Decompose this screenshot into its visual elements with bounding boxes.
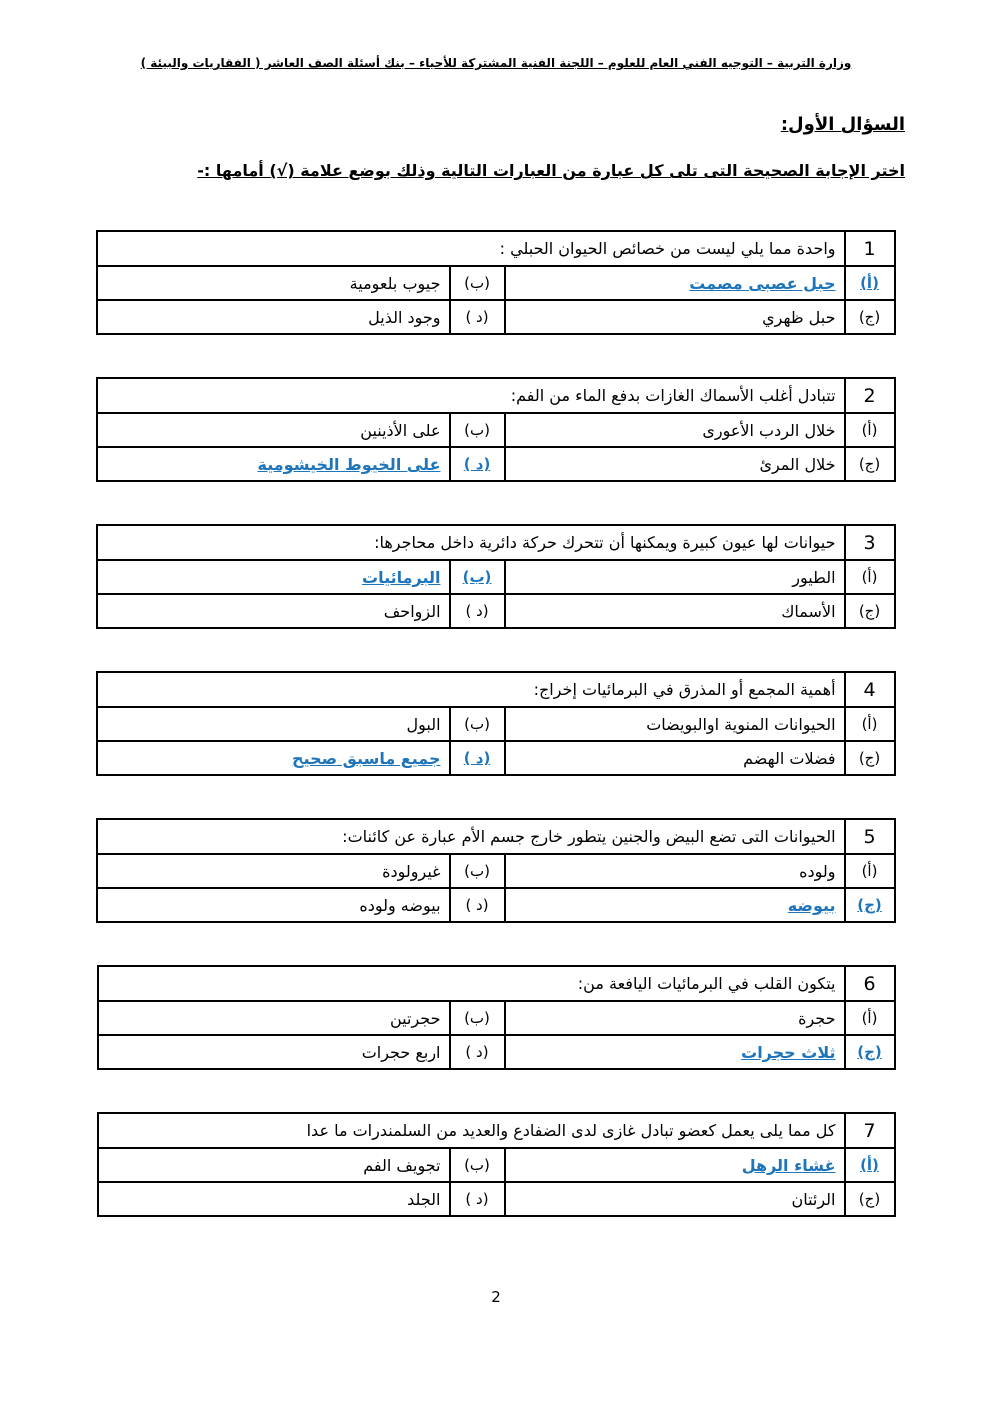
question-header-row <box>97 525 894 560</box>
question-table-6 <box>97 965 896 1070</box>
question-text: أهمية المجمع أو المذرق في البرمائيات إخراج: <box>97 672 844 707</box>
question-table-4 <box>96 671 895 776</box>
option-letter-b: (ب) <box>450 1001 505 1035</box>
option-text-d: الزواحف <box>97 594 449 628</box>
question-number: 7 <box>845 1113 895 1148</box>
document-header: وزارة التربية – التوجيه الفني العام للعلوم – اللجنة الفنية المشتركة للأحياء – بنك أسئلة الصف العاشر ( الفقاريات والبيئة ) <box>140 56 852 70</box>
question-header-row <box>98 966 895 1001</box>
option-letter-b: (ب) <box>450 266 505 300</box>
option-letter-a: (أ) <box>845 266 895 300</box>
option-text-a: خلال الردب الأعورى <box>505 413 845 447</box>
options-row <box>97 594 894 628</box>
options-row <box>98 1148 895 1182</box>
option-letter-d: (د ) <box>450 594 505 628</box>
options-row <box>98 1182 895 1216</box>
question-table-5 <box>96 818 895 923</box>
option-text-c: حبل ظهري <box>505 300 845 334</box>
option-text-b: حجرتين <box>98 1001 450 1035</box>
option-letter-a: (أ) <box>845 707 895 741</box>
option-text-a: حبل عصبى مصمت <box>505 266 845 300</box>
option-letter-d: (د ) <box>450 741 505 775</box>
option-text-c: بيوضه <box>505 888 845 922</box>
option-text-a: الطيور <box>505 560 845 594</box>
option-letter-c: (ج) <box>845 447 895 481</box>
option-letter-a: (أ) <box>845 854 895 888</box>
option-letter-a: (أ) <box>845 413 895 447</box>
question-table-7 <box>97 1112 896 1217</box>
option-letter-c: (ج) <box>845 594 895 628</box>
options-row <box>98 1035 895 1069</box>
section-title: السؤال الأول: <box>780 114 905 136</box>
option-text-a: ولوده <box>505 854 845 888</box>
option-text-c: خلال المرئ <box>505 447 845 481</box>
options-row <box>97 300 894 334</box>
option-text-c: الأسماك <box>505 594 845 628</box>
options-row <box>97 854 894 888</box>
instruction-text: اختر الإجابة الصحيحة التى تلى كل عبارة من العبارات التالية وذلك بوضع علامة (√) أمامها :- <box>197 161 905 181</box>
question-number: 2 <box>845 378 895 413</box>
option-text-c: فضلات الهضم <box>505 741 845 775</box>
question-table-1 <box>96 230 895 335</box>
question-header-row <box>98 1113 895 1148</box>
question-number: 3 <box>845 525 895 560</box>
option-text-a: حجرة <box>505 1001 845 1035</box>
option-letter-d: (د ) <box>450 300 505 334</box>
option-text-b: جيوب بلعومية <box>97 266 449 300</box>
question-number: 5 <box>845 819 895 854</box>
option-letter-a: (أ) <box>845 1148 895 1182</box>
question-table-3 <box>96 524 895 629</box>
option-letter-d: (د ) <box>450 447 505 481</box>
question-number: 4 <box>845 672 895 707</box>
question-table-2 <box>96 377 895 482</box>
option-text-d: على الخيوط الخيشومية <box>97 447 449 481</box>
options-row <box>97 707 894 741</box>
option-letter-c: (ج) <box>845 888 895 922</box>
option-text-b: البرمائيات <box>97 560 449 594</box>
option-letter-d: (د ) <box>450 1035 505 1069</box>
option-letter-b: (ب) <box>450 560 505 594</box>
option-letter-c: (ج) <box>845 300 895 334</box>
option-text-a: الحيوانات المنوية اوالبويضات <box>505 707 845 741</box>
options-row <box>97 413 894 447</box>
options-row <box>97 560 894 594</box>
option-text-d: بيوضه ولوده <box>97 888 449 922</box>
option-text-d: جميع ماسبق صحيح <box>97 741 449 775</box>
option-letter-c: (ج) <box>845 1182 895 1216</box>
option-letter-d: (د ) <box>450 888 505 922</box>
question-number: 1 <box>845 231 895 266</box>
option-letter-b: (ب) <box>450 1148 505 1182</box>
option-text-b: غيرولودة <box>97 854 449 888</box>
question-header-row <box>97 378 894 413</box>
option-letter-c: (ج) <box>845 741 895 775</box>
question-text: الحيوانات التى تضع البيض والجنين يتطور خارج جسم الأم عبارة عن كائنات: <box>97 819 844 854</box>
option-letter-a: (أ) <box>845 560 895 594</box>
question-text: واحدة مما يلي ليست من خصائص الحيوان الحبلي : <box>97 231 844 266</box>
question-text: تتبادل أغلب الأسماك الغازات بدفع الماء من الفم: <box>97 378 844 413</box>
options-row <box>97 447 894 481</box>
page-number: 2 <box>491 1288 501 1306</box>
option-text-c: الرئتان <box>505 1182 845 1216</box>
option-letter-b: (ب) <box>450 707 505 741</box>
options-row <box>97 266 894 300</box>
question-number: 6 <box>845 966 895 1001</box>
option-text-b: على الأذينين <box>97 413 449 447</box>
question-header-row <box>97 231 894 266</box>
option-text-d: اربع حجرات <box>98 1035 450 1069</box>
option-text-c: ثلاث حجرات <box>505 1035 845 1069</box>
option-letter-c: (ج) <box>845 1035 895 1069</box>
options-row <box>97 888 894 922</box>
option-letter-b: (ب) <box>450 854 505 888</box>
question-header-row <box>97 819 894 854</box>
question-text: يتكون القلب في البرمائيات اليافعة من: <box>98 966 845 1001</box>
option-letter-d: (د ) <box>450 1182 505 1216</box>
option-text-d: الجلد <box>98 1182 450 1216</box>
options-row <box>97 741 894 775</box>
option-text-b: تجويف الفم <box>98 1148 450 1182</box>
option-text-a: غشاء الرهل <box>505 1148 845 1182</box>
option-letter-b: (ب) <box>450 413 505 447</box>
option-text-b: البول <box>97 707 449 741</box>
option-letter-a: (أ) <box>845 1001 895 1035</box>
option-text-d: وجود الذيل <box>97 300 449 334</box>
question-text: كل مما يلى يعمل كعضو تبادل غازى لدى الضفادع والعديد من السلمندرات ما عدا <box>98 1113 845 1148</box>
options-row <box>98 1001 895 1035</box>
question-text: حيوانات لها عيون كبيرة ويمكنها أن تتحرك حركة دائرية داخل محاجرها: <box>97 525 844 560</box>
question-header-row <box>97 672 894 707</box>
